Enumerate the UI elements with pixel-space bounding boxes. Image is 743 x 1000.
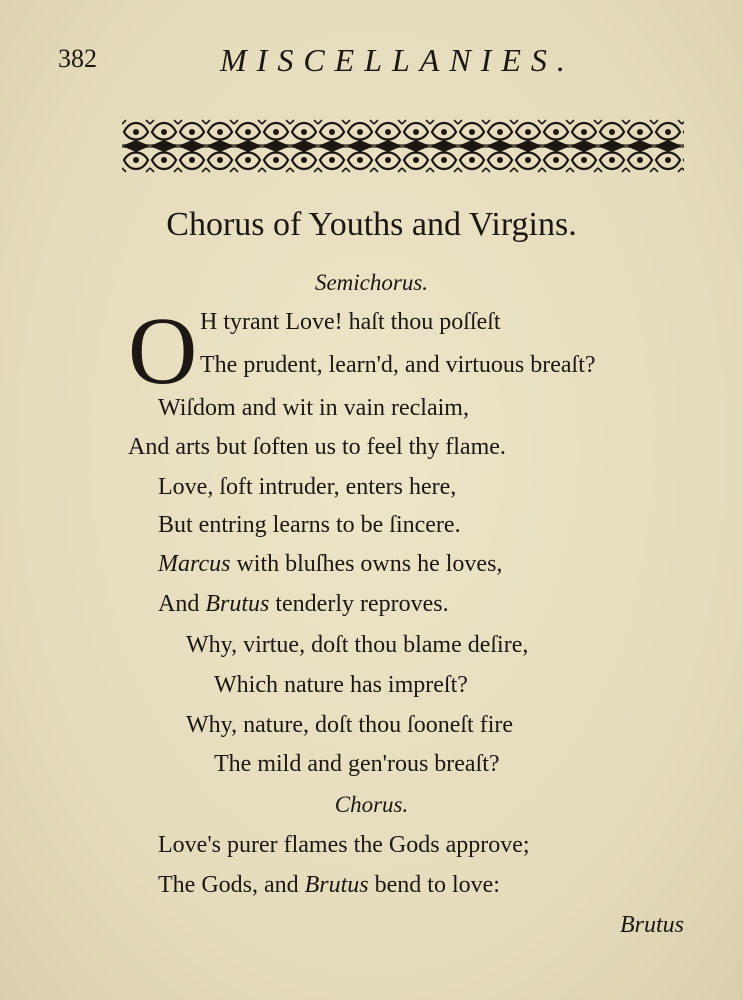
chorus-heading: Chorus. [334, 792, 409, 817]
name-brutus: Brutus [205, 591, 270, 617]
chorus-line-2-start: The Gods, and [158, 872, 299, 898]
verse-line-10: Which nature has impreſt? [214, 672, 468, 698]
verse-line-3: Wiſdom and wit in vain reclaim, [158, 395, 469, 421]
catchword: Brutus [620, 912, 685, 938]
verse-line-5: Love, ſoft intruder, enters here, [158, 474, 457, 500]
verse-line-9: Why, virtue, doſt thou blame deſire, [186, 632, 529, 658]
chorus-line-2 [158, 872, 500, 899]
verse-line-12: The mild and gen'rous breaſt? [214, 751, 500, 777]
verse-line-8-rest: tenderly reproves. [275, 591, 449, 617]
chorus-line-2-rest: bend to love: [374, 872, 500, 898]
verse-line-6: But entring learns to be ſincere. [158, 512, 461, 538]
verse-line-8 [158, 591, 449, 618]
chorus-line-1: Love's purer flames the Gods approve; [158, 832, 530, 858]
running-head: MISCELLANIES. [220, 42, 575, 78]
verse-line-7 [158, 551, 502, 578]
verse-line-1: H tyrant Love! haſt thou poſſeſt [200, 309, 501, 335]
name-brutus: Brutus [304, 872, 369, 898]
verse-line-11: Why, nature, doſt thou ſooneſt fire [186, 712, 514, 738]
semichorus-heading: Semichorus. [314, 270, 429, 295]
verse-line-7-rest: with bluſhes owns he loves, [236, 551, 503, 577]
poem-title: Chorus of Youths and Virgins. [166, 206, 577, 243]
page-number: 382 [58, 44, 97, 73]
verse-line-2: The prudent, learn'd, and virtuous breaſt? [200, 352, 596, 378]
drop-cap: O [128, 297, 198, 404]
verse-line-8-start: And [158, 591, 200, 617]
name-marcus: Marcus [158, 551, 231, 577]
verse-line-4: And arts but ſoften us to feel thy flame. [128, 434, 506, 460]
decorative-ornament-band [122, 118, 684, 174]
